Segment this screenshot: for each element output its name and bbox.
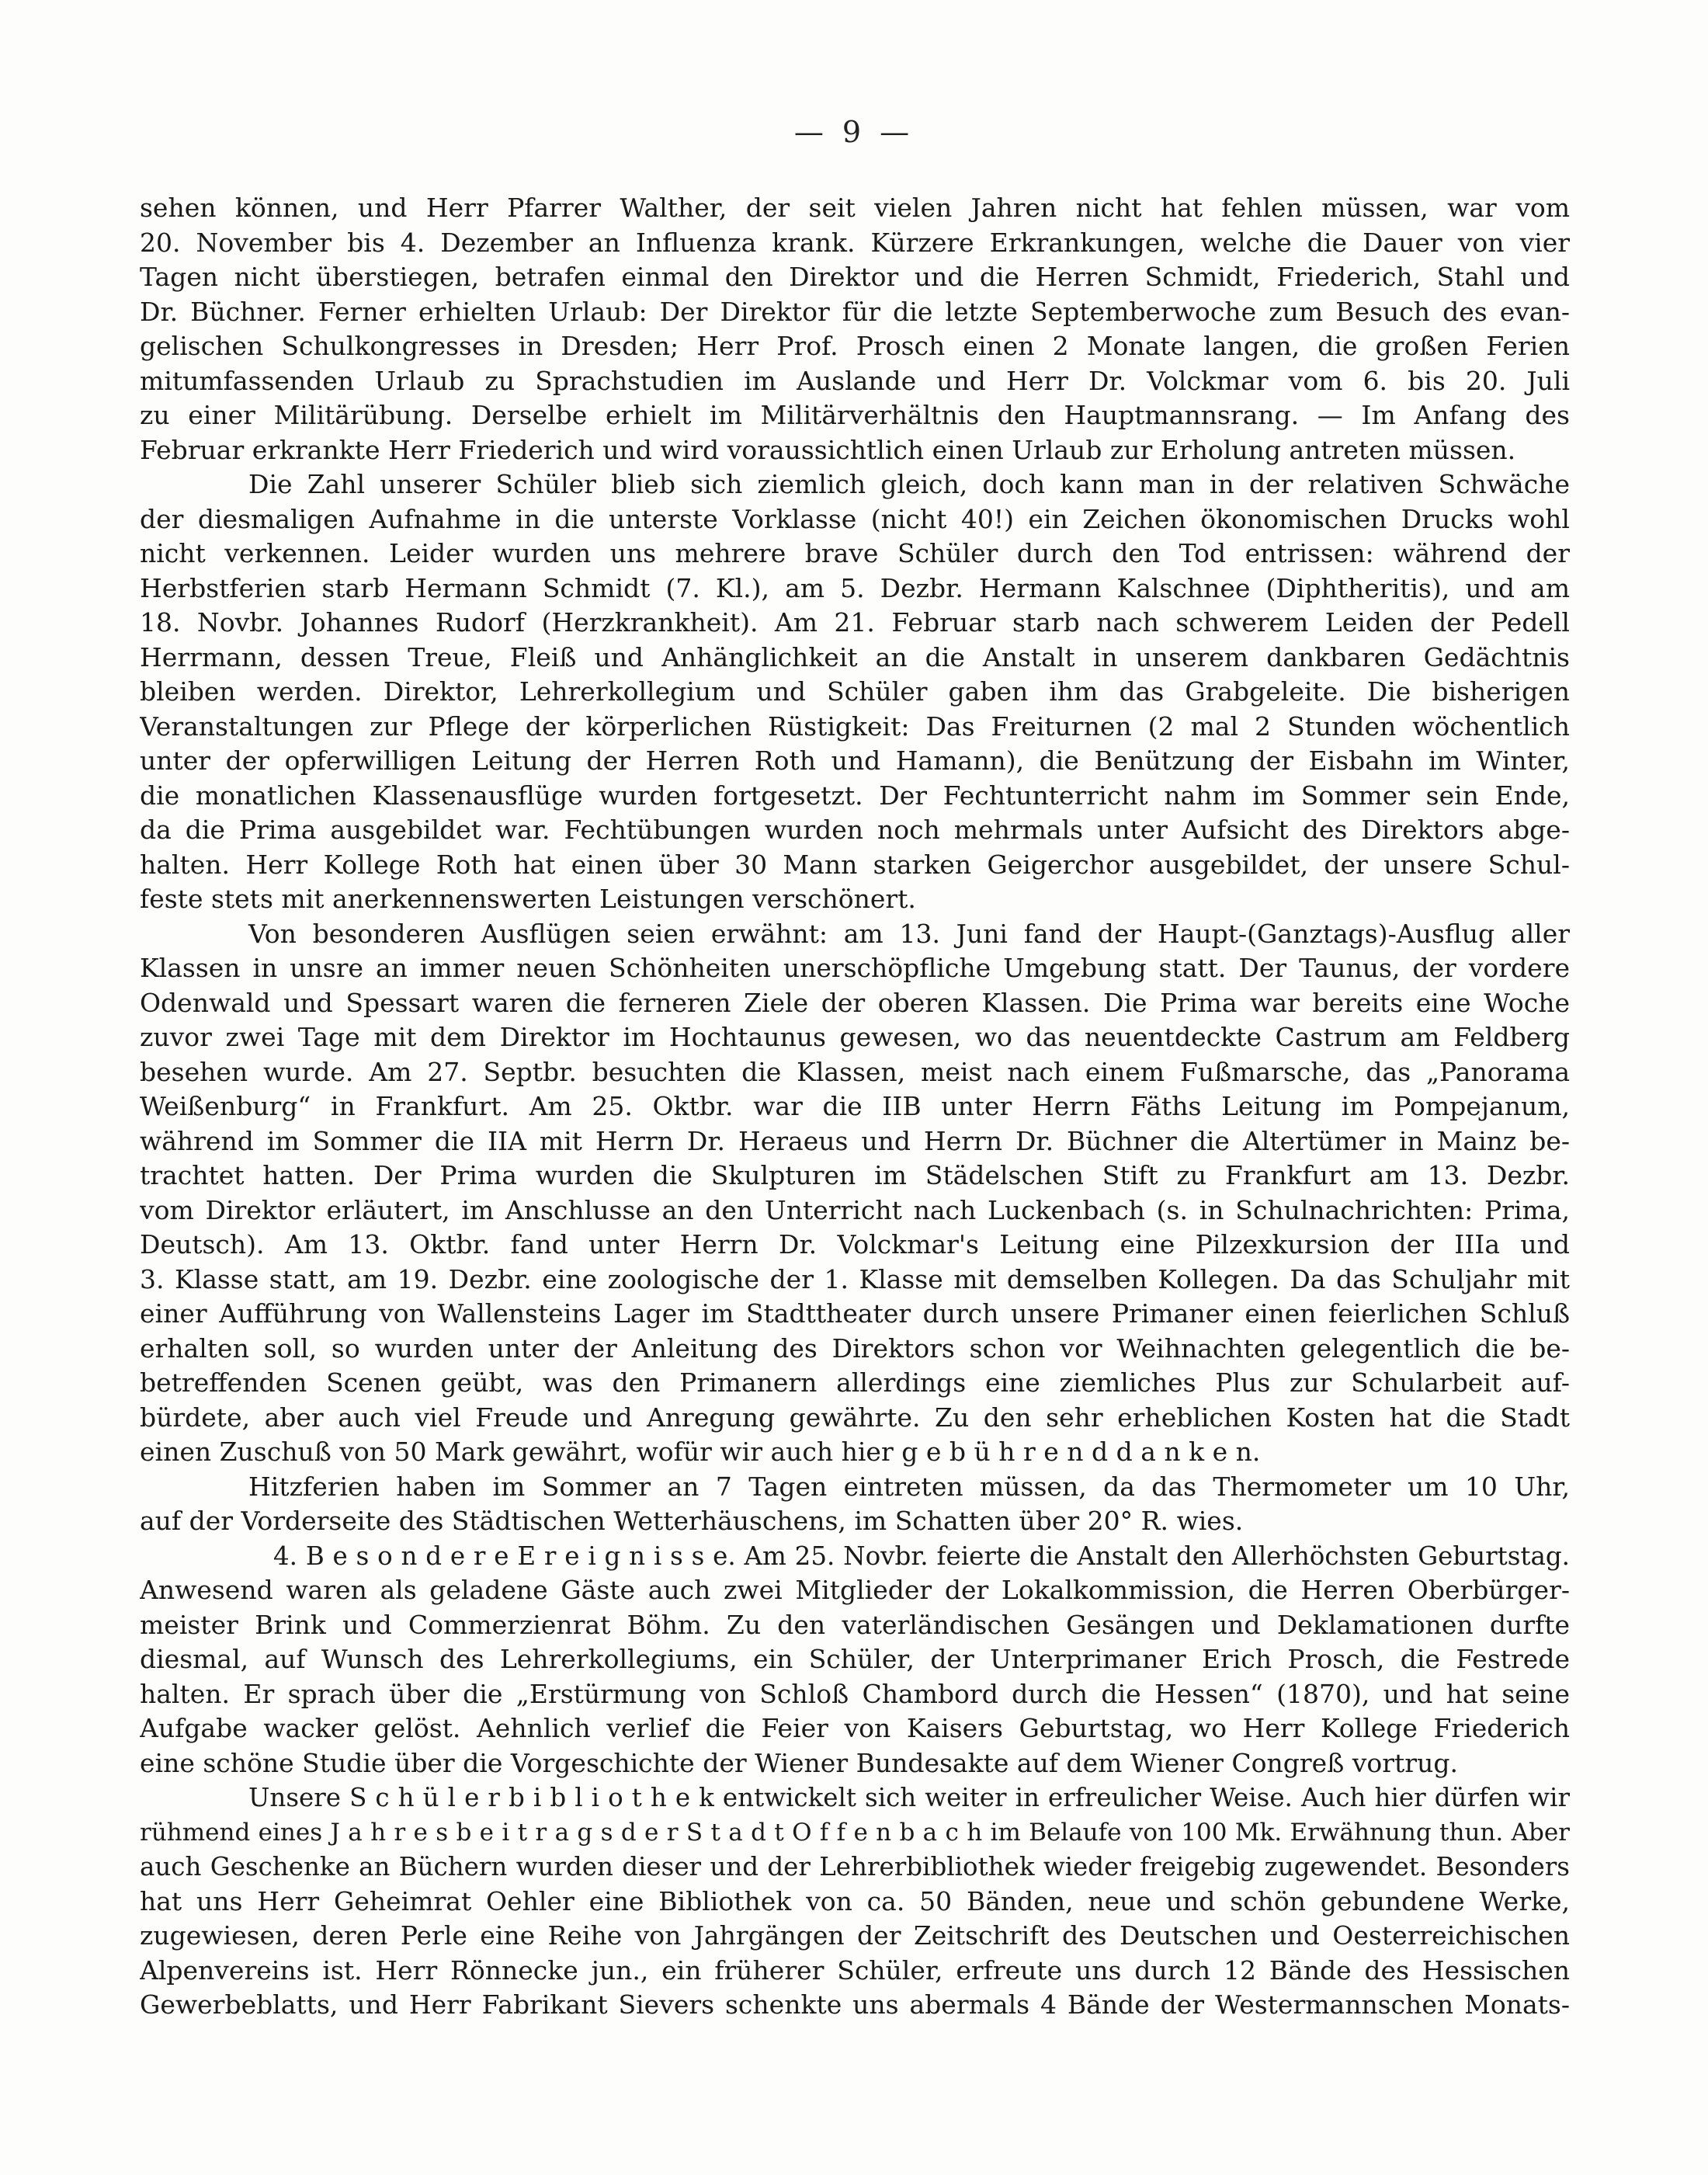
text-line: einen Zuschuß von 50 Mark gewährt, wofür wir auch hier g e b ü h r e n d d a n k e n. <box>140 1437 1261 1467</box>
text-line: vom Direktor erläutert, im Anschlusse an den Unterricht nach Luckenbach (s. in Schulnachrichten: Prima, <box>140 1194 1570 1225</box>
text-line: auf der Vorderseite des Städtischen Wetterhäuschens, im Schatten über 20° R. wies. <box>140 1506 1244 1536</box>
text-line: Herrmann, dessen Treue, Fleiß und Anhänglichkeit an die Anstalt in unserem dankbaren Gedächtnis <box>140 641 1570 672</box>
text-line: Februar erkrankte Herr Friederich und wird voraussichtlich einen Urlaub zur Erholung antreten müssen. <box>140 434 1516 465</box>
text-line: Klassen in unsre an immer neuen Schönheiten unerschöpfliche Umgebung statt. Der Taunus, der vordere <box>140 953 1570 983</box>
text-line: Hitzferien haben im Sommer an 7 Tagen eintreten müssen, da das Thermometer um 10 Uhr, <box>248 1471 1570 1502</box>
text-line: meister Brink und Commerzienrat Böhm. Zu den vaterländischen Gesängen und Deklamationen durfte <box>140 1609 1570 1640</box>
text-line: Von besonderen Ausflügen seien erwähnt: am 13. Juni fand der Haupt-(Ganztags)-Ausflug aller <box>248 918 1570 949</box>
text-line: sehen können, und Herr Pfarrer Walther, der seit vielen Jahren nicht hat fehlen müssen, war vom <box>140 193 1570 223</box>
text-line: diesmal, auf Wunsch des Lehrerkollegiums, ein Schüler, der Unterprimaner Erich Prosch, die Festrede <box>140 1644 1570 1674</box>
text-line: eine schöne Studie über die Vorgeschichte der Wiener Bundesakte auf dem Wiener Congreß vortrug. <box>140 1747 1458 1778</box>
text-line: 4. B e s o n d e r e E r e i g n i s s e. Am 25. Novbr. feierte die Anstalt den Allerhöchsten Geburtstag. <box>273 1541 1570 1571</box>
text-line: mitumfassenden Urlaub zu Sprachstudien im Auslande und Herr Dr. Volckmar vom 6. bis 20. Juli <box>140 365 1570 396</box>
text-line: während im Sommer die IIA mit Herrn Dr. Heraeus und Herrn Dr. Büchner die Altertümer in Mainz be- <box>140 1125 1570 1156</box>
text-line: Gewerbeblatts, und Herr Fabrikant Sievers schenkte uns abermals 4 Bände der Westermannschen Monats- <box>140 1989 1570 2020</box>
text-line: Alpenvereins ist. Herr Rönnecke jun., ein früherer Schüler, erfreute uns durch 12 Bände des Hessischen <box>140 1954 1570 1986</box>
text-line: trachtet hatten. Der Prima wurden die Skulpturen im Städelschen Stift zu Frankfurt am 13. Dezbr. <box>140 1160 1570 1190</box>
text-line: nicht verkennen. Leider wurden uns mehrere brave Schüler durch den Tod entrissen: während der <box>140 538 1570 568</box>
text-line: rühmend eines J a h r e s b e i t r a g s d e r S t a d t O f f e n b a c h im Belaufe von 100 Mk. Erwähnung thun. Aber <box>140 1818 1570 1847</box>
text-line: erhalten soll, so wurden unter der Anleitung des Direktors schon vor Weihnachten gelegentlich die be- <box>140 1332 1570 1364</box>
text-line: der diesmaligen Aufnahme in die unterste Vorklasse (nicht 40!) ein Zeichen ökonomischen Drucks wohl <box>140 503 1570 534</box>
text-line: zu einer Militärübung. Derselbe erhielt im Militärverhältnis den Hauptmannsrang. — Im Anfang des <box>140 400 1570 430</box>
text-line: feste stets mit anerkennenswerten Leistungen verschönert. <box>140 884 916 914</box>
text-line: zuvor zwei Tage mit dem Direktor im Hochtaunus gewesen, wo das neuentdeckte Castrum am Feldberg <box>140 1022 1570 1052</box>
text-line: gelischen Schulkongresses in Dresden; Herr Prof. Prosch einen 2 Monate langen, die großen Ferien <box>140 331 1570 361</box>
text-line: die monatlichen Klassenausflüge wurden fortgesetzt. Der Fechtunterricht nahm im Sommer sein Ende, <box>140 780 1570 811</box>
text-line: Deutsch). Am 13. Oktbr. fand unter Herrn Dr. Volckmar's Leitung eine Pilzexkursion der IIIa und <box>140 1229 1570 1259</box>
text-line: Anwesend waren als geladene Gäste auch zwei Mitglieder der Lokalkommission, die Herren Oberbürger- <box>140 1575 1570 1605</box>
text-line: Odenwald und Spessart waren die ferneren Ziele der oberen Klassen. Die Prima war bereits eine Woche <box>140 987 1570 1018</box>
text-line: unter der opferwilligen Leitung der Herren Roth und Hamann), die Benützung der Eisbahn im Winter, <box>140 745 1570 776</box>
text-line: halten. Er sprach über die „Erstürmung von Schloß Chambord durch die Hessen“ (1870), und hat seine <box>140 1678 1570 1709</box>
text-line: Dr. Büchner. Ferner erhielten Urlaub: Der Direktor für die letzte Septemberwoche zum Besuch des evan- <box>140 296 1570 327</box>
text-line: bürdete, aber auch viel Freude und Anregung gewährte. Zu den sehr erheblichen Kosten hat die Stadt <box>140 1402 1570 1433</box>
text-line: Die Zahl unserer Schüler blieb sich ziemlich gleich, doch kann man in der relativen Schwäche <box>248 469 1570 499</box>
page-number: — 9 — <box>793 115 915 149</box>
text-line: zugewiesen, deren Perle eine Reihe von Jahrgängen der Zeitschrift des Deutschen und Oesterreichischen <box>140 1920 1570 1951</box>
text-line: besehen wurde. Am 27. Septbr. besuchten die Klassen, meist nach einem Fußmarsche, das „Panorama <box>140 1056 1570 1087</box>
text-line: einer Aufführung von Wallensteins Lager im Stadttheater durch unsere Primaner einen feierlichen Schluß <box>140 1298 1570 1329</box>
text-line: 3. Klasse statt, am 19. Dezbr. eine zoologische der 1. Klasse mit demselben Kollegen. Da das Schuljahr mit <box>140 1263 1570 1294</box>
text-line: hat uns Herr Geheimrat Oehler eine Bibliothek von ca. 50 Bänden, neue und schön gebundene Werke, <box>140 1885 1570 1916</box>
text-line: bleiben werden. Direktor, Lehrerkollegium und Schüler gaben ihm das Grabgeleite. Die bisherigen <box>140 676 1570 707</box>
text-line: Unsere S c h ü l e r b i b l i o t h e k entwickelt sich weiter in erfreulicher Weise. Auch hier dürfen wir <box>248 1783 1570 1812</box>
text-line: Herbstferien starb Hermann Schmidt (7. Kl.), am 5. Dezbr. Hermann Kalschnee (Diphtheritis), und am <box>140 572 1570 603</box>
text-line: auch Geschenke an Büchern wurden dieser und der Lehrerbibliothek wieder freigebig zugewendet. Besonders <box>140 1852 1570 1881</box>
text-line: Veranstaltungen zur Pflege der körperlichen Rüstigkeit: Das Freiturnen (2 mal 2 Stunden wöchentlich <box>140 711 1570 742</box>
body-text <box>140 191 1570 2023</box>
text-line: halten. Herr Kollege Roth hat einen über 30 Mann starken Geigerchor ausgebildet, der unsere Schul- <box>140 849 1570 880</box>
text-line: betreffenden Scenen geübt, was den Primanern allerdings eine ziemliches Plus zur Schularbeit auf- <box>140 1367 1570 1398</box>
text-line: Weißenburg“ in Frankfurt. Am 25. Oktbr. war die IIB unter Herrn Fäths Leitung im Pompejanum, <box>140 1091 1570 1121</box>
text-line: Tagen nicht überstiegen, betrafen einmal den Direktor und die Herren Schmidt, Friederich, Stahl und <box>140 262 1570 292</box>
text-line: da die Prima ausgebildet war. Fechtübungen wurden noch mehrmals unter Aufsicht des Direktors abge- <box>140 815 1570 845</box>
text-line: Aufgabe wacker gelöst. Aehnlich verlief die Feier von Kaisers Geburtstag, wo Herr Kollege Friederich <box>140 1713 1570 1743</box>
text-line: 20. November bis 4. Dezember an Influenza krank. Kürzere Erkrankungen, welche die Dauer von vier <box>140 227 1570 258</box>
text-line: 18. Novbr. Johannes Rudorf (Herzkrankheit). Am 21. Februar starb nach schwerem Leiden der Pedell <box>140 607 1570 638</box>
